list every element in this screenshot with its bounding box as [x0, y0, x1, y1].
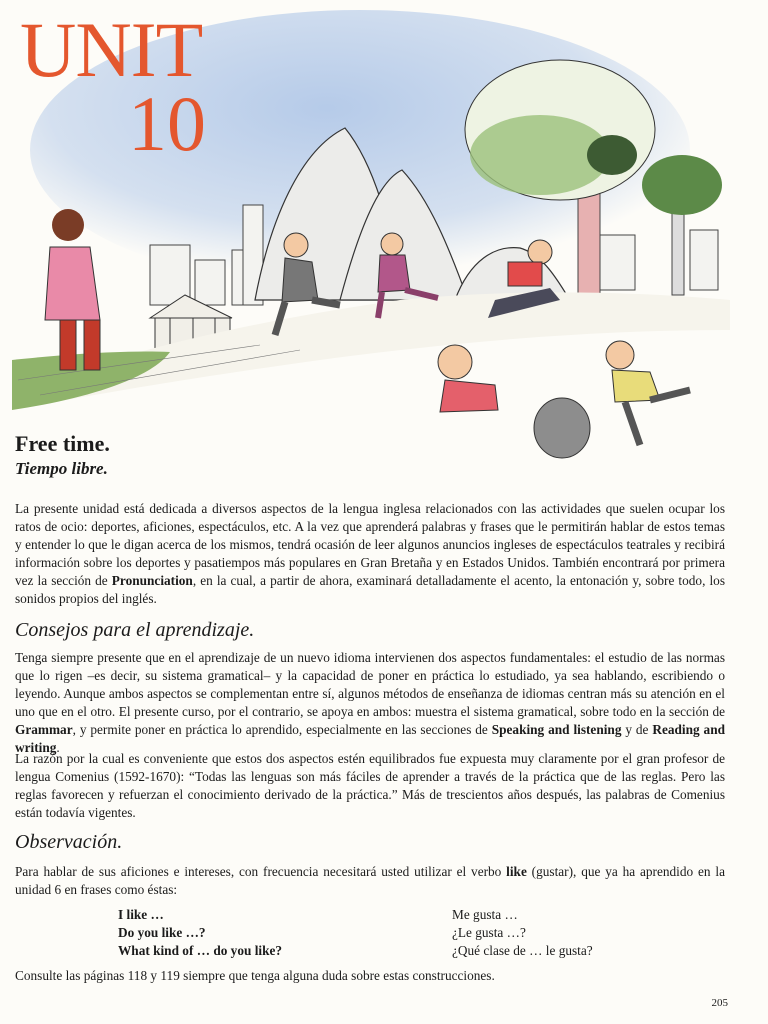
- advice-paragraph: [15, 649, 725, 757]
- intro-paragraph: [15, 500, 725, 608]
- observation-like: like: [506, 864, 527, 879]
- intro-text-2: , en la cual, a partir de ahora, examinará detalladamente el acento, la entonación y, sobre todo, los sonidos propios del inglés.: [15, 573, 725, 606]
- unit-number: 10: [128, 79, 206, 167]
- heading-observation: Observación.: [15, 831, 123, 853]
- observation-paragraph: [15, 863, 725, 899]
- example-english: What kind of … do you like?: [118, 943, 283, 958]
- advice-text-4: .: [56, 740, 60, 755]
- heading-advice: Consejos para el aprendizaje.: [15, 619, 255, 641]
- observation-text-1: Para hablar de sus aficiones e intereses, con frecuencia necesitará usted utilizar el verbo: [15, 864, 507, 879]
- example-english: Do you like …?: [118, 925, 206, 940]
- person-headphones: [45, 209, 100, 370]
- intro-pronunciation: Pronunciation: [111, 573, 193, 588]
- advice-grammar: Grammar: [15, 722, 73, 737]
- unit-word: UNIT: [20, 6, 203, 93]
- example-spanish: ¿Le gusta …?: [452, 925, 526, 940]
- consult-paragraph: Consulte las páginas 118 y 119 siempre que tenga alguna duda sobre estas construcciones.: [15, 968, 495, 983]
- intro-text-1: La presente unidad está dedicada a diversos aspectos de la lengua inglesa relacionados con las actividades que suelen ocupar los ratos de ocio: deportes, aficiones, espectáculos, etc. A la vez que aprenderá palabras y frases que le permitirán hablar de estos temas y entender lo que le digan acerca de los mismos, tendrá ocasión de leer algunos anuncios ingleses de espectáculos teatrales y recibirá información sobre los deportes y pasatiempos más populares en Gran Bretaña y en Estados Unidos. También encontrará por primera vez la sección de: [15, 501, 725, 588]
- advice-reading: Reading and writing: [15, 722, 725, 755]
- example-row: [118, 924, 718, 942]
- example-row: [118, 906, 718, 924]
- example-row: [118, 942, 718, 960]
- example-english: I like …: [118, 907, 164, 922]
- advice-text-3: y de: [621, 722, 653, 737]
- children-playing: [438, 341, 690, 458]
- example-spanish: ¿Qué clase de … le gusta?: [452, 943, 593, 958]
- heading-free-time: Free time.: [15, 431, 110, 456]
- page-number: 205: [711, 997, 728, 1009]
- examples-table: [118, 906, 718, 960]
- advice-text-1: Tenga siempre presente que en el aprendizaje de un nuevo idioma intervienen dos aspectos fundamentales: el estudio de las normas que lo rigen –es decir, su sistema gramatical– y la capacidad de poner en práctica lo estudiado, ya sea hablando, escribiendo o leyendo. Aunque ambos aspectos se complementan entre sí, algunos métodos de enseñanza de idiomas centran más su atención en el uno que en el otro. El presente curso, por el contrario, se apoya en ambos: muestra el sistema gramatical, sobre todo en la sección de: [15, 650, 725, 719]
- heading-free-time-spanish: Tiempo libre.: [15, 459, 108, 478]
- advice-text-2: , y permite poner en práctica lo aprendido, especialmente en las secciones de: [72, 722, 492, 737]
- observation-text-2: (gustar), que ya ha aprendido en la unidad 6 en frases como éstas:: [15, 864, 725, 897]
- unit-title: [20, 6, 206, 167]
- example-spanish: Me gusta …: [452, 907, 518, 922]
- comenius-paragraph: La razón por la cual es conveniente que estos dos aspectos estén equilibrados fue expuesta muy claramente por el gran profesor de lengua Comenius (1592-1670): “Todas las lenguas son más fáciles de aprender a través de la práctica que de las reglas. Pero las reglas favorecen y refuerzan el conocimiento derivado de la práctica.” Más de trescientos años después, las palabras de Comenius están todavía vigentes.: [15, 751, 725, 820]
- advice-speaking: Speaking and listening: [491, 722, 622, 737]
